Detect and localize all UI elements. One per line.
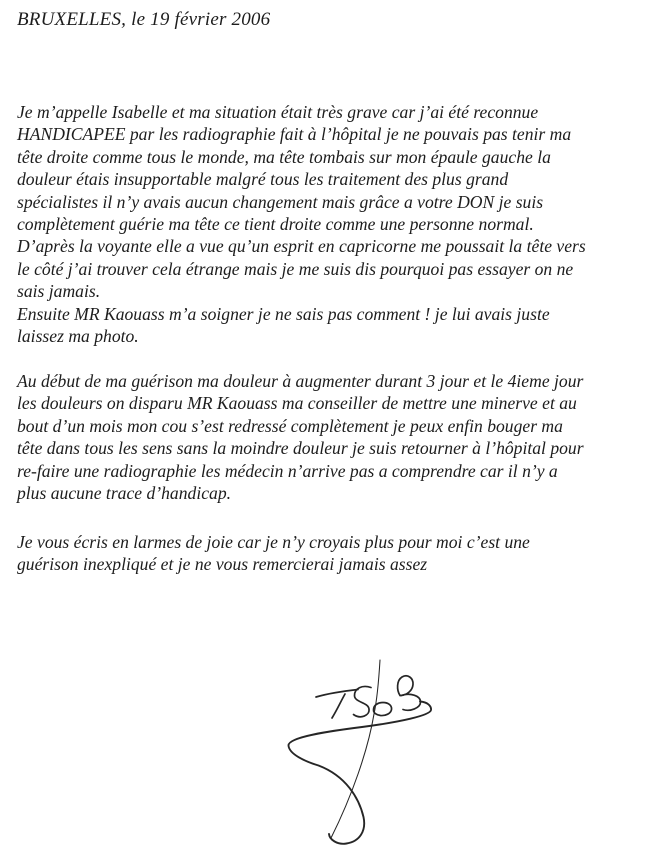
letter-line: Au début de ma guérison ma douleur à augmenter durant 3 jour et le 4ieme jour bbox=[17, 371, 584, 391]
signature-stroke bbox=[332, 694, 345, 718]
letter-line: bout d’un mois mon cou s’est redressé complètement je peux enfin bouger ma bbox=[17, 415, 563, 436]
letter-dateline: BRUXELLES, le 19 février 2006 bbox=[17, 9, 271, 30]
letter-line: douleur étais insupportable malgré tous les traitement des plus grand bbox=[17, 169, 509, 190]
letter-line: Je m’appelle Isabelle et ma situation était très grave car j’ai été reconnue bbox=[17, 102, 539, 122]
letter-line: complètement guérie ma tête ce tient droite comme une personne normal. bbox=[17, 213, 534, 234]
letter-line: tête dans tous les sens sans la moindre douleur je suis retourner à l’hôpital pour bbox=[17, 438, 584, 459]
letter-paragraph-3 bbox=[17, 531, 530, 576]
letter-line: re-faire une radiographie les médecin n’arrive pas a comprendre car il n’y a bbox=[17, 460, 558, 481]
signature-stroke bbox=[401, 694, 421, 710]
letter-line: spécialistes il n’y avais aucun changement mais grâce a votre DON je suis bbox=[17, 191, 544, 212]
letter-line: Ensuite MR Kaouass m’a soigner je ne sais pas comment ! je lui avais juste bbox=[17, 303, 550, 324]
letter-line: tête droite comme tous le monde, ma tête tombais sur mon épaule gauche la bbox=[17, 146, 551, 167]
letter-line: Je vous écris en larmes de joie car je n’y croyais plus pour moi c’est une bbox=[17, 532, 530, 552]
letter-paragraph-1 bbox=[17, 101, 586, 347]
signature-stroke bbox=[374, 703, 392, 716]
letter-line: les douleurs on disparu MR Kaouass ma conseiller de mettre une minerve et au bbox=[17, 393, 577, 414]
letter-line: HANDICAPEE par les radiographie fait à l’hôpital je ne pouvais pas tenir ma bbox=[17, 124, 572, 145]
letter-line: D’après la voyante elle a vue qu’un esprit en capricorne me poussait la tête vers bbox=[17, 236, 586, 257]
signature-stroke bbox=[331, 660, 380, 838]
letter-line: sais jamais. bbox=[17, 281, 101, 302]
handwritten-signature bbox=[280, 650, 440, 850]
signature-stroke bbox=[316, 690, 358, 698]
letter-line: plus aucune trace d’handicap. bbox=[17, 482, 232, 503]
letter-paragraph-2 bbox=[17, 370, 584, 504]
signature-stroke bbox=[288, 702, 431, 844]
signature-stroke bbox=[354, 686, 372, 716]
letter-line: laissez ma photo. bbox=[17, 325, 139, 346]
letter-line: guérison inexpliqué et je ne vous remercierai jamais assez bbox=[17, 554, 428, 575]
letter-line: le côté j’ai trouver cela étrange mais je me suis dis pourquoi pas essayer on ne bbox=[17, 258, 574, 279]
signature-stroke bbox=[398, 676, 413, 696]
